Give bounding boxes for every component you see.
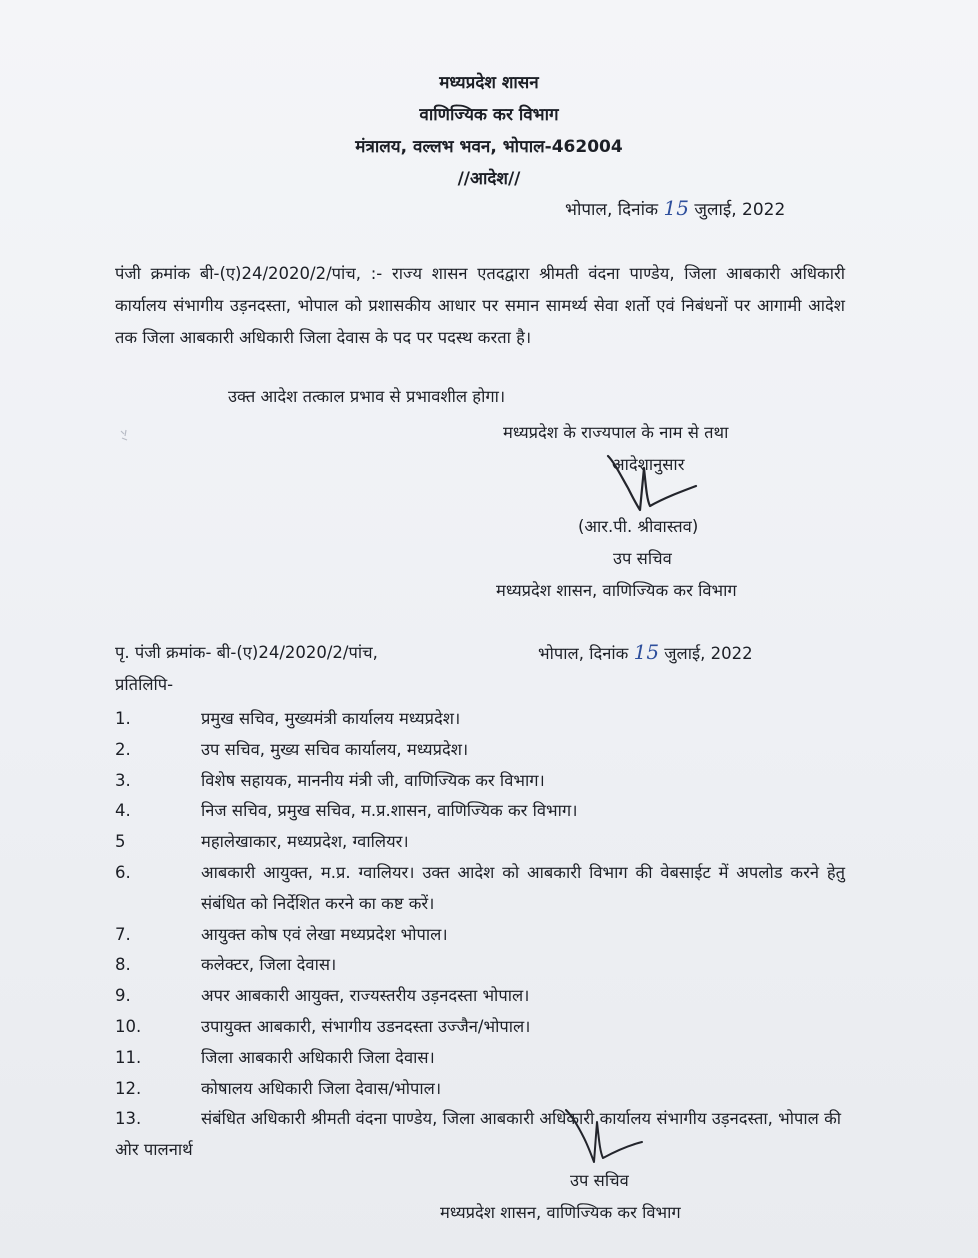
endorsement-date-suffix: जुलाई, 2022 — [664, 644, 753, 663]
copy-list-number: 8. — [115, 955, 131, 975]
copy-list-item — [115, 704, 845, 735]
copy-list-text: विशेष सहायक, माननीय मंत्री जी, वाणिज्यिक कर विभाग। — [201, 770, 545, 790]
closing-department: मध्यप्रदेश शासन, वाणिज्यिक कर विभाग — [440, 1203, 681, 1222]
endorsement-date-day: 15 — [633, 640, 660, 664]
copy-list-item — [115, 1012, 845, 1043]
copy-list-number: 6. — [115, 862, 131, 882]
signature-mark — [600, 448, 710, 518]
copy-list-number: 11. — [115, 1047, 142, 1067]
header-department: वाणिज्यिक कर विभाग — [419, 105, 559, 125]
copy-list-item — [115, 858, 845, 920]
copy-list-item — [115, 950, 845, 981]
copy-list-number: 7. — [115, 924, 131, 944]
paper-speck-mark — [118, 428, 132, 444]
copy-list-number: 2. — [115, 739, 131, 759]
header-address: मंत्रालय, वल्लभ भवन, भोपाल-462004 — [355, 137, 623, 157]
copy-list-number: 1. — [115, 709, 131, 728]
copy-list-number: 4. — [115, 801, 131, 821]
order-date-day: 15 — [663, 196, 689, 220]
signatory-order-line: आदेशानुसार — [612, 455, 685, 474]
copy-list-text: अपर आबकारी आयुक्त, राज्यस्तरीय उड़नदस्ता भोपाल। — [201, 986, 530, 1006]
order-date-prefix: भोपाल, दिनांक — [565, 200, 659, 220]
copy-list-item — [115, 1043, 845, 1074]
copy-list-text: उप सचिव, मुख्य सचिव कार्यालय, मध्यप्रदेश। — [201, 739, 469, 759]
endorsement-date-prefix: भोपाल, दिनांक — [538, 644, 629, 663]
copy-list-item — [115, 920, 845, 951]
copy-list — [115, 704, 845, 1166]
copy-list-item — [115, 796, 845, 827]
copy-list-text: आबकारी आयुक्त, म.प्र. ग्वालियर। उक्त आदेश को आबकारी विभाग की वेबसाईट में अपलोड करने हेतु संबंधित को निर्देशित करने का कष्ट करें। — [201, 862, 845, 913]
copy-list-number: 9. — [115, 986, 131, 1006]
copy-list-number: 12. — [115, 1078, 142, 1098]
copy-list-text: जिला आबकारी अधिकारी जिला देवास। — [201, 1047, 435, 1067]
signatory-designation: उप सचिव — [613, 549, 672, 568]
copy-to-label: प्रतिलिपि- — [115, 675, 174, 694]
header-order-title: //आदेश// — [457, 169, 521, 189]
copy-list-text: संबंधित अधिकारी श्रीमती वंदना पाण्डेय, जिला आबकारी अधिकारी कार्यालय संभागीय उड़नदस्ता, भोपाल की ओर पालनार्थ — [115, 1109, 842, 1160]
signatory-department: मध्यप्रदेश शासन, वाणिज्यिक कर विभाग — [496, 581, 737, 600]
copy-list-text: प्रमुख सचिव, मुख्यमंत्री कार्यालय मध्यप्रदेश। — [201, 709, 461, 728]
copy-list-text: कलेक्टर, जिला देवास। — [201, 955, 337, 975]
order-date-suffix: जुलाई, 2022 — [694, 200, 786, 220]
signatory-name: (आर.पी. श्रीवास्तव) — [578, 517, 699, 536]
copy-list-text: कोषालय अधिकारी जिला देवास/भोपाल। — [201, 1078, 442, 1098]
order-body-paragraph: पंजी क्रमांक बी-(ए)24/2020/2/पांच, :- राज्य शासन एतदद्वारा श्रीमती वंदना पाण्डेय, जिला आबकारी अधिकारी कार्यालय संभागीय उड़नदस्ता, भोपाल को प्रशासकीय आधार पर समान सामर्थ्य सेवा शर्तो एवं निबंधनों पर आगामी आदेश तक जिला आबकारी अधिकारी जिला देवास के पद पर पदस्थ करता है। — [115, 264, 845, 347]
copy-list-item — [115, 1104, 845, 1166]
header-government: मध्यप्रदेश शासन — [439, 73, 539, 93]
copy-list-item — [115, 735, 845, 766]
order-date — [565, 196, 785, 220]
order-effect-line: उक्त आदेश तत्काल प्रभाव से प्रभावशील होगा। — [228, 387, 506, 406]
closing-signature-mark — [560, 1104, 650, 1168]
copy-list-item — [115, 1074, 845, 1105]
closing-designation: उप सचिव — [570, 1171, 629, 1190]
copy-list-item — [115, 766, 845, 797]
endorsement-reference: पृ. पंजी क्रमांक- बी-(ए)24/2020/2/पांच, — [115, 643, 378, 662]
copy-list-item — [115, 981, 845, 1012]
copy-list-number: 10. — [115, 1016, 142, 1036]
endorsement-date — [538, 640, 753, 664]
copy-list-item — [115, 827, 845, 858]
copy-list-text: आयुक्त कोष एवं लेखा मध्यप्रदेश भोपाल। — [201, 924, 448, 944]
copy-list-number: 3. — [115, 770, 131, 790]
copy-list-number: 5 — [115, 832, 126, 852]
copy-list-number: 13. — [115, 1109, 142, 1129]
copy-list-text: महालेखाकार, मध्यप्रदेश, ग्वालियर। — [201, 832, 409, 852]
copy-list-text: निज सचिव, प्रमुख सचिव, म.प्र.शासन, वाणिज्यिक कर विभाग। — [201, 801, 578, 821]
copy-list-text: उपायुक्त आबकारी, संभागीय उडनदस्ता उज्जैन/भोपाल। — [201, 1016, 531, 1036]
signatory-authority-line: मध्यप्रदेश के राज्यपाल के नाम से तथा — [503, 423, 729, 442]
